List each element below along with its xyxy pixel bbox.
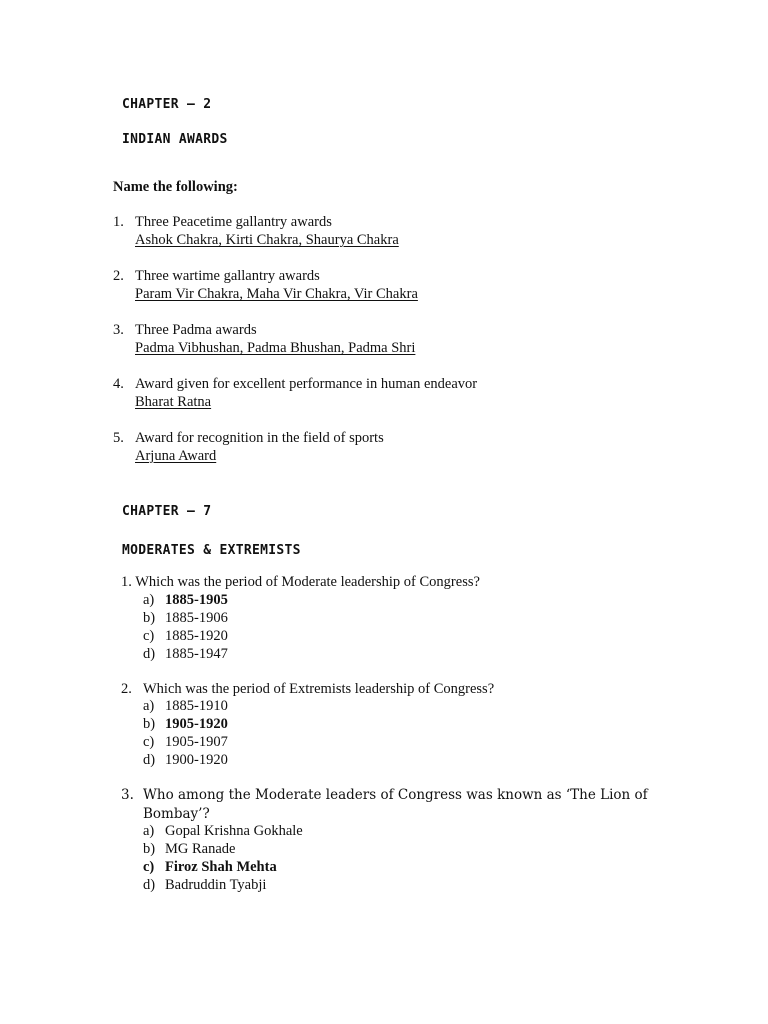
option-text: 1900-1920 — [165, 752, 228, 768]
question-number: 2. — [121, 681, 132, 697]
list-item — [113, 375, 477, 393]
item-number: 4. — [113, 376, 124, 392]
option — [143, 697, 228, 715]
option-text: 1885-1910 — [165, 698, 228, 714]
option-letter: a) — [143, 698, 155, 714]
option-text-correct: 1905-1920 — [165, 716, 228, 732]
list-item — [113, 213, 332, 231]
question — [121, 786, 648, 804]
option — [143, 858, 277, 876]
option-letter: d) — [143, 877, 156, 893]
option-letter: d) — [143, 752, 156, 768]
option-text: 1885-1920 — [165, 628, 228, 644]
option — [143, 751, 228, 769]
option — [143, 645, 228, 663]
item-answer: Arjuna Award — [135, 448, 217, 464]
option-text: Gopal Krishna Gokhale — [165, 823, 303, 839]
option-text-correct: 1885-1905 — [165, 592, 228, 608]
item-answer: Bharat Ratna — [135, 394, 212, 410]
chapter-7-title: MODERATES & EXTREMISTS — [122, 543, 301, 558]
item-question: Three Peacetime gallantry awards — [135, 214, 332, 230]
item-answer: Param Vir Chakra, Maha Vir Chakra, Vir Chakra — [135, 286, 418, 302]
option-letter: b) — [143, 610, 156, 626]
option — [143, 876, 266, 894]
question-text: Which was the period of Extremists leadership of Congress? — [143, 681, 495, 697]
list-item — [113, 429, 384, 447]
item-number: 1. — [113, 214, 124, 230]
option — [143, 715, 228, 733]
option-letter: b) — [143, 841, 156, 857]
option — [143, 591, 228, 609]
question-text: Who among the Moderate leaders of Congress was known as ‘The Lion of — [143, 787, 648, 803]
option-letter: a) — [143, 592, 155, 608]
item-question: Three wartime gallantry awards — [135, 268, 320, 284]
instruction-text: Name the following: — [113, 179, 238, 195]
item-number: 5. — [113, 430, 124, 446]
option-text-correct: Firoz Shah Mehta — [165, 859, 277, 875]
chapter-2-label: CHAPTER – 2 — [122, 97, 212, 112]
question-text-continued: Bombay’? — [143, 806, 210, 822]
item-number: 2. — [113, 268, 124, 284]
option — [143, 822, 303, 840]
option-text: 1905-1907 — [165, 734, 228, 750]
list-item — [113, 321, 257, 339]
chapter-7-label: CHAPTER – 7 — [122, 504, 212, 519]
option — [143, 733, 228, 751]
question — [121, 680, 494, 698]
question — [121, 573, 480, 591]
option-letter: c) — [143, 628, 155, 644]
item-question: Award for recognition in the field of sports — [135, 430, 384, 446]
question-text: Which was the period of Moderate leadership of Congress? — [135, 574, 480, 590]
item-answer: Ashok Chakra, Kirti Chakra, Shaurya Chakra — [135, 232, 399, 248]
item-answer: Padma Vibhushan, Padma Bhushan, Padma Shri — [135, 340, 416, 356]
question-number: 1. — [121, 574, 132, 590]
item-number: 3. — [113, 322, 124, 338]
option-text: 1885-1906 — [165, 610, 228, 626]
option-letter: a) — [143, 823, 155, 839]
option — [143, 609, 228, 627]
list-item — [113, 267, 320, 285]
question-number: 3. — [121, 787, 134, 803]
option — [143, 840, 235, 858]
option-text: 1885-1947 — [165, 646, 228, 662]
option — [143, 627, 228, 645]
option-text: MG Ranade — [165, 841, 236, 857]
item-question: Three Padma awards — [135, 322, 257, 338]
option-letter: c) — [143, 734, 155, 750]
option-text: Badruddin Tyabji — [165, 877, 267, 893]
option-letter: d) — [143, 646, 156, 662]
chapter-2-title: INDIAN AWARDS — [122, 132, 228, 147]
option-letter: b) — [143, 716, 156, 732]
option-letter: c) — [143, 859, 155, 875]
item-question: Award given for excellent performance in human endeavor — [135, 376, 478, 392]
